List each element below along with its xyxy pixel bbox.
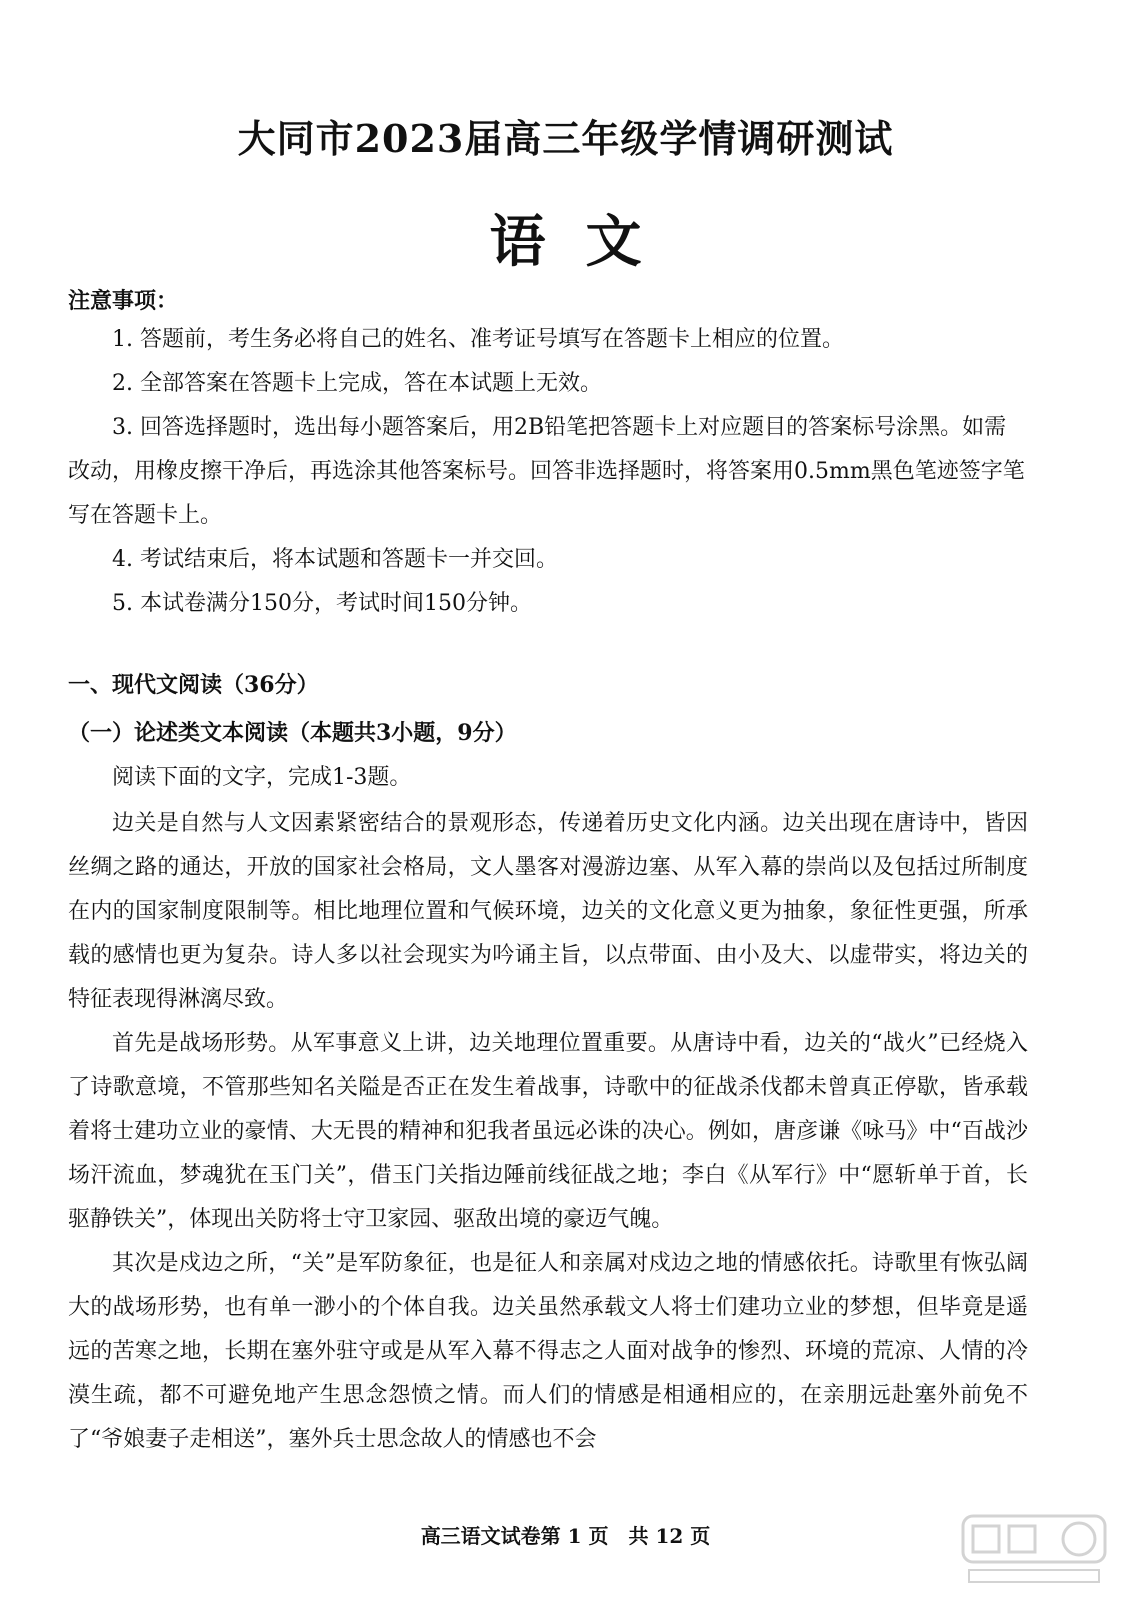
notice-item: 4. 考试结束后，将本试题和答题卡一并交回。 (112, 547, 558, 572)
notice-item: 2. 全部答案在答题卡上完成，答在本试题上无效。 (112, 371, 602, 396)
section-heading: 一、现代文阅读（36分） (68, 672, 319, 698)
subsection-heading: （一）论述类文本阅读（本题共3小题，9分） (68, 720, 517, 746)
notice-item: 5. 本试卷满分150分，考试时间150分钟。 (112, 591, 532, 616)
notice-heading: 注意事项： (68, 288, 179, 314)
passage-paragraph: 其次是戍边之所，“关”是军防象征，也是征人和亲属对戍边之地的情感依托。诗歌里有恢弘阔大的战场形势，也有单一渺小的个体自我。边关虽然承载文人将士们建功立业的梦想，但毕竟是遥远的苦寒之地，长期在塞外驻守或是从军入幕不得志之人面对战争的惨烈、环境的荒凉、人情的冷漠生疏，都不可避免地产生思念怨愤之情。而人们的情感是相通相应的，在亲朋远赴塞外前免不了“爷娘妻子走相送”，塞外兵士思念故人的情感也不会 (68, 1251, 1028, 1452)
subject-title: 语文 (489, 209, 682, 275)
page-footer: 高三语文试卷第 1 页 共 12 页 (420, 1524, 711, 1548)
reading-instruction: 阅读下面的文字，完成1-3题。 (112, 765, 412, 790)
notice-item: 1. 答题前，考生务必将自己的姓名、准考证号填写在答题卡上相应的位置。 (112, 327, 844, 352)
watermark-logo-icon (959, 1512, 1109, 1588)
passage-paragraph: 边关是自然与人文因素紧密结合的景观形态，传递着历史文化内涵。边关出现在唐诗中，皆因丝绸之路的通达，开放的国家社会格局，文人墨客对漫游边塞、从军入幕的崇尚以及包括过所制度在内的国家制度限制等。相比地理位置和气候环境，边关的文化意义更为抽象，象征性更强，所承载的感情也更为复杂。诗人多以社会现实为吟诵主旨，以点带面、由小及大、以虚带实，将边关的特征表现得淋漓尽致。 (68, 811, 1028, 1012)
notice-list (68, 318, 1028, 626)
exam-title: 大同市2023届高三年级学情调研测试 (237, 116, 894, 161)
passage-paragraph: 首先是战场形势。从军事意义上讲，边关地理位置重要。从唐诗中看，边关的“战火”已经烧入了诗歌意境，不管那些知名关隘是否正在发生着战事，诗歌中的征战杀伐都未曾真正停歇，皆承载着将士建功立业的豪情、大无畏的精神和犯我者虽远必诛的决心。例如，唐彦谦《咏马》中“百战沙场汗流血，梦魂犹在玉门关”，借玉门关指边陲前线征战之地；李白《从军行》中“愿斩单于首，长驱静铁关”，体现出关防将士守卫家园、驱敌出境的豪迈气魄。 (68, 1031, 1028, 1232)
reading-passage (68, 802, 1028, 1462)
notice-item: 3. 回答选择题时，选出每小题答案后，用2B铅笔把答题卡上对应题目的答案标号涂黑。如需改动，用橡皮擦干净后，再选涂其他答案标号。回答非选择题时，将答案用0.5mm黑色笔迹签字笔写在答题卡上。 (68, 415, 1025, 528)
